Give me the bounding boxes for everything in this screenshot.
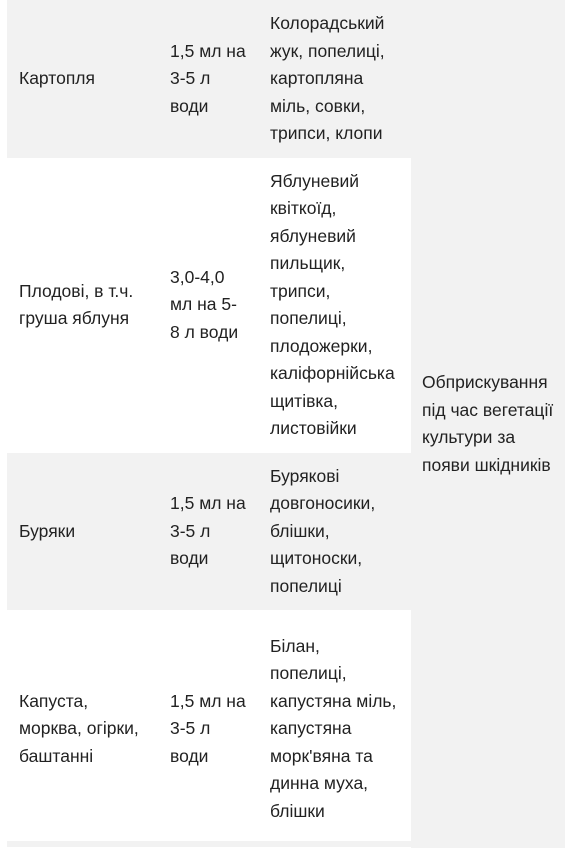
dose-cell bbox=[158, 0, 258, 158]
pest-list: Бурякові довгоносики, блішки, щитоноски, попелиці bbox=[270, 465, 376, 596]
dose-cell bbox=[158, 453, 258, 611]
crop-cell bbox=[7, 0, 158, 158]
crop-cell bbox=[7, 158, 158, 453]
application-method: Обприскування під час вегетації культури за появи шкідників bbox=[422, 372, 554, 475]
pesticide-application-table bbox=[7, 0, 565, 848]
pests-cell bbox=[258, 610, 411, 848]
dose-rate: 3,0-4,0 мл на 5-8 л води bbox=[170, 266, 239, 342]
dose-rate: 1,5 мл на 3-5 л води bbox=[170, 493, 246, 568]
crop-name: Плодові, в т.ч. груша яблуня bbox=[19, 280, 134, 328]
pests-cell bbox=[258, 158, 411, 453]
dose-rate: 1,5 мл на 3-5 л води bbox=[170, 690, 246, 766]
pest-list: Яблуневий квіткоїд, яблуневий пильщик, трипси, попелиці, плодожерки, каліфорнійська щитівка, листовійки bbox=[270, 170, 395, 438]
crop-name: Буряки bbox=[19, 520, 76, 541]
next-row-edge bbox=[7, 841, 565, 847]
pests-cell bbox=[258, 453, 411, 611]
dose-cell bbox=[158, 610, 258, 848]
crop-name: Картопля bbox=[19, 68, 95, 88]
dose-cell bbox=[158, 158, 258, 453]
crop-cell bbox=[7, 453, 158, 611]
table-row bbox=[7, 0, 565, 158]
pest-list: Колорадський жук, попелиці, картопляна міль, совки, трипси, клопи bbox=[270, 13, 385, 143]
method-cell bbox=[411, 0, 565, 848]
pests-cell bbox=[258, 0, 411, 158]
dose-rate: 1,5 мл на 3-5 л води bbox=[170, 40, 246, 116]
crop-name: Капуста, морква, огірки, баштанні bbox=[19, 690, 139, 766]
crop-cell bbox=[7, 610, 158, 848]
pest-list: Білан, попелиці, капустяна міль, капустяна морк'вяна та динна муха, блішки bbox=[270, 635, 397, 821]
